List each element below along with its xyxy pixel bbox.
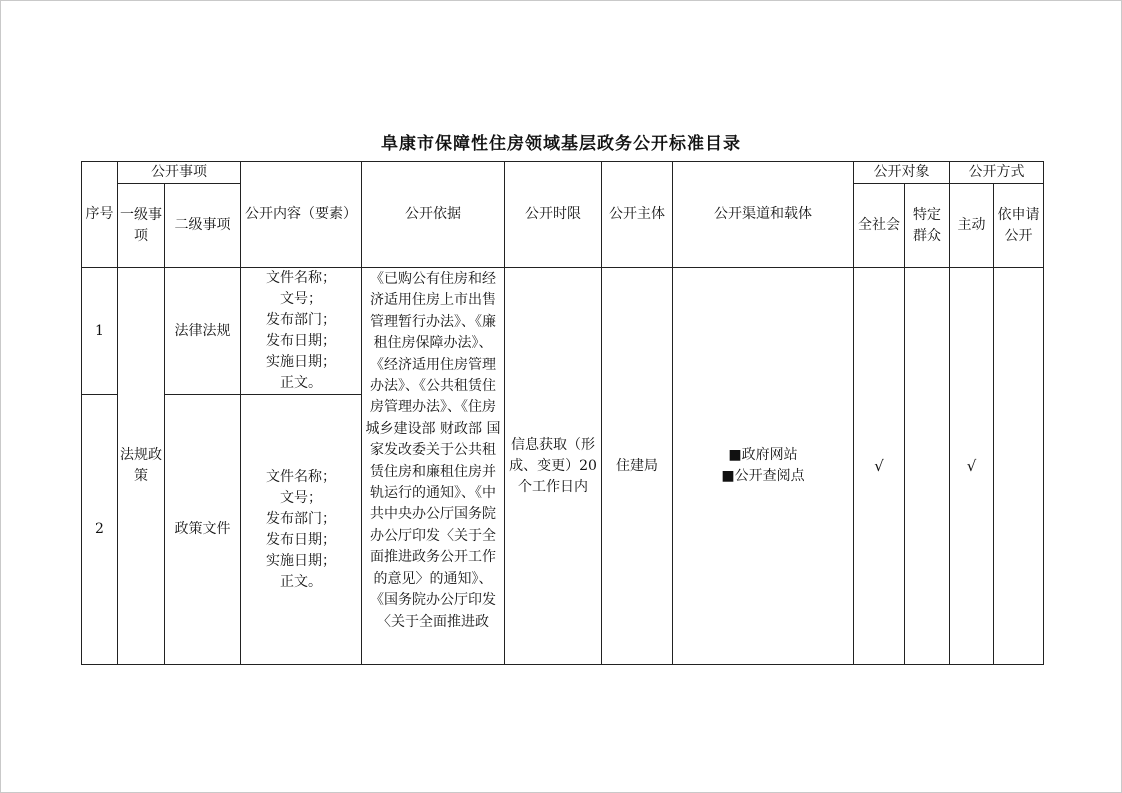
content-line: 实施日期； (266, 354, 336, 370)
content-line: 发布日期； (266, 333, 336, 349)
row-index: 1 (82, 268, 118, 395)
header-all-society: 全社会 (854, 184, 905, 268)
header-specific-groups: 特定群众 (905, 184, 950, 268)
header-method-group: 公开方式 (950, 162, 1044, 184)
header-on-request: 依申请公开 (994, 184, 1044, 268)
content-line: 发布部门； (266, 312, 336, 328)
header-subject: 公开主体 (602, 162, 673, 268)
level1-cell: 法规政策 (118, 268, 165, 665)
content-line: 文件名称； (266, 270, 336, 286)
content-line: 正文。 (280, 573, 322, 590)
page-title: 阜康市保障性住房领域基层政务公开标准目录 (381, 134, 741, 154)
header-level1: 一级事项 (118, 184, 165, 268)
content-line: 发布日期； (266, 531, 336, 548)
header-index: 序号 (82, 162, 118, 268)
time-limit-cell: 信息获取（形成、变更）20个工作日内 (505, 268, 602, 665)
channel-item: ■公开查阅点 (721, 468, 805, 484)
header-matters-group: 公开事项 (118, 162, 241, 184)
header-channels: 公开渠道和载体 (673, 162, 854, 268)
header-time-limit: 公开时限 (505, 162, 602, 268)
header-content: 公开内容（要素） (241, 162, 362, 268)
content-line: 发布部门； (266, 510, 336, 527)
content-line: 实施日期； (266, 552, 336, 569)
specific-groups-mark (905, 268, 950, 665)
level2-cell: 法律法规 (165, 268, 241, 395)
catalog-table (81, 161, 1044, 665)
content-line: 文号； (280, 291, 322, 307)
row-index: 2 (82, 395, 118, 665)
header-basis: 公开依据 (362, 162, 505, 268)
content-cell (241, 268, 362, 395)
channels-cell (673, 268, 854, 665)
header-proactive: 主动 (950, 184, 994, 268)
level2-cell: 政策文件 (165, 395, 241, 665)
basis-cell: 《已购公有住房和经济适用住房上市出售管理暂行办法》、《廉租住房保障办法》、《经济适用住房管理办法》、《公共租赁住房管理办法》、《住房城乡建设部 财政部 国家发改委关于公共租赁住房和廉租住房并轨运行的通知》、《中共中央办公厅国务院办公厅印发〈关于全面推进政务公开工作的意见〉的通知》、《国务院办公厅印发〈关于全面推进政 (362, 268, 505, 665)
content-line: 文号； (280, 489, 322, 506)
content-line: 文件名称； (266, 468, 336, 485)
content-cell (241, 395, 362, 665)
header-audience-group: 公开对象 (854, 162, 950, 184)
channel-item: ■政府网站 (728, 447, 798, 463)
proactive-mark: √ (950, 268, 994, 665)
subject-cell: 住建局 (602, 268, 673, 665)
content-line: 正文。 (280, 375, 322, 391)
header-level2: 二级事项 (165, 184, 241, 268)
all-society-mark: √ (854, 268, 905, 665)
on-request-mark (994, 268, 1044, 665)
